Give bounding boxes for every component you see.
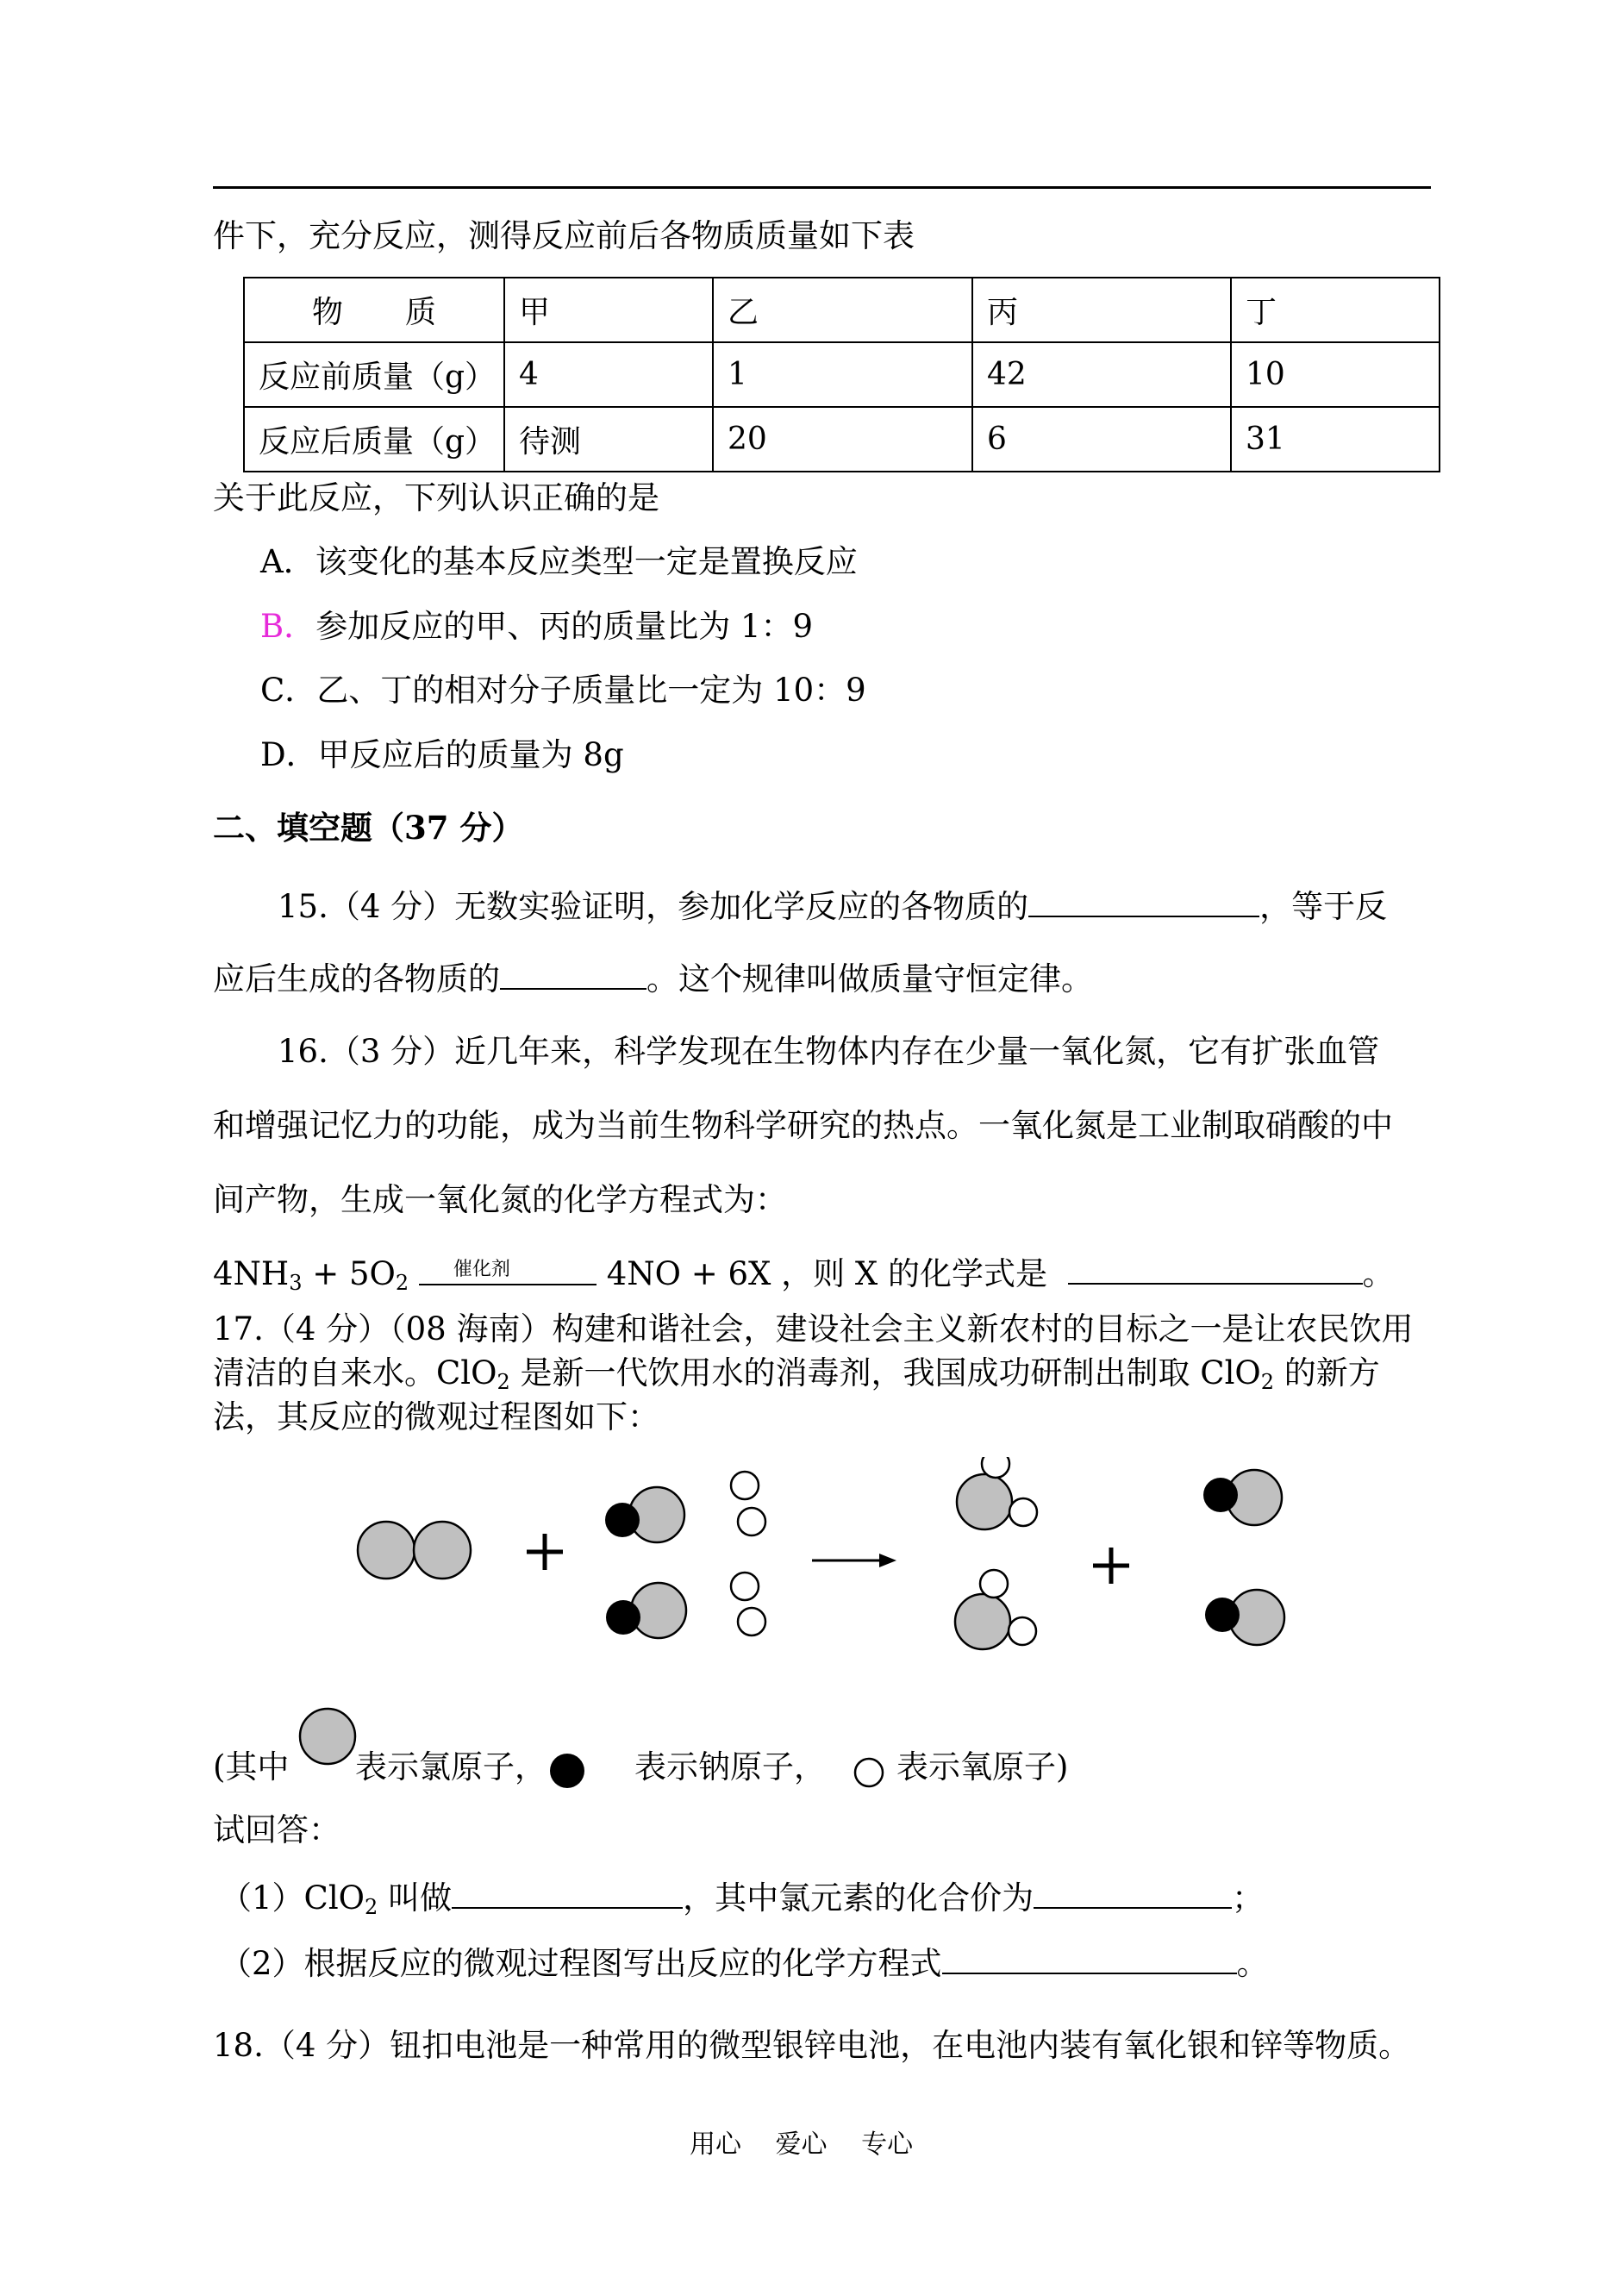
sodium-atom bbox=[1205, 1598, 1240, 1632]
q17-text: ，其中氯元素的化合价为 bbox=[683, 1879, 1034, 1917]
q16-equation bbox=[213, 1254, 1395, 1294]
answer-blank[interactable] bbox=[942, 1943, 1237, 1974]
answer-prompt: 试回答： bbox=[213, 1811, 340, 1848]
table-cell: 乙 bbox=[713, 278, 972, 342]
q16-line3: 间产物，生成一氧化氮的化学方程式为： bbox=[213, 1181, 787, 1218]
q15-line2 bbox=[213, 959, 1093, 998]
chlorine-atom bbox=[631, 1583, 686, 1638]
q14-stem: 关于此反应，下列认识正确的是 bbox=[213, 479, 659, 516]
answer-blank[interactable] bbox=[1068, 1254, 1363, 1285]
table-cell: 42 bbox=[972, 342, 1231, 407]
q17-text: 清洁的自来水。ClO bbox=[213, 1354, 497, 1391]
option-text: 甲反应后的质量为 8g bbox=[317, 736, 624, 773]
equation-text: 。 bbox=[1362, 1255, 1395, 1292]
reaction-diagram bbox=[345, 1457, 1310, 1673]
q15-text: ，等于反 bbox=[1259, 888, 1388, 925]
option-text: 该变化的基本反应类型一定是置换反应 bbox=[315, 543, 858, 580]
option-a bbox=[260, 543, 858, 581]
q16-line2: 和增强记忆力的功能，成为当前生物科学研究的热点。一氧化氮是工业制取硝酸的中 bbox=[213, 1107, 1393, 1144]
table-cell: 丁 bbox=[1231, 278, 1440, 342]
sodium-atom bbox=[605, 1503, 640, 1537]
table-header-row bbox=[244, 278, 1440, 342]
oxygen-atom bbox=[738, 1508, 765, 1535]
legend-chlorine: 表示氯原子， bbox=[355, 1748, 547, 1785]
q17-line1: 17.（4 分）（08 海南）构建和谐社会，建设社会主义新农村的目标之一是让农民饮用 bbox=[213, 1310, 1414, 1348]
oxygen-atom bbox=[731, 1573, 759, 1600]
answer-blank[interactable] bbox=[500, 959, 646, 990]
option-b bbox=[260, 608, 813, 646]
q17-text: （2）根据反应的微观过程图写出反应的化学方程式 bbox=[220, 1945, 942, 1982]
catalyst-label: 催化剂 bbox=[453, 1258, 510, 1280]
oxygen-atom bbox=[982, 1457, 1009, 1478]
table-cell: 丙 bbox=[972, 278, 1231, 342]
oxygen-legend-icon bbox=[852, 1755, 886, 1790]
table-cell: 1 bbox=[713, 342, 972, 407]
sodium-legend-icon bbox=[547, 1750, 588, 1792]
table-row bbox=[244, 342, 1440, 407]
section-title: 二、填空题（37 分） bbox=[213, 809, 524, 847]
legend-sodium: 表示钠原子， bbox=[634, 1748, 826, 1785]
option-letter: D． bbox=[260, 736, 318, 773]
q17-text: 。 bbox=[1236, 1945, 1269, 1982]
q15-text: 15.（4 分）无数实验证明，参加化学反应的各物质的 bbox=[278, 888, 1029, 925]
intro-line: 件下，充分反应，测得反应前后各物质质量如下表 bbox=[213, 217, 915, 254]
option-letter-highlighted: B． bbox=[260, 608, 316, 645]
q15-text: 应后生成的各物质的 bbox=[213, 960, 500, 997]
mass-table bbox=[243, 277, 1440, 472]
chlorine-atom bbox=[957, 1474, 1012, 1529]
answer-blank[interactable] bbox=[1028, 886, 1259, 917]
q17-text: 的新方 bbox=[1274, 1354, 1380, 1391]
sodium-atom bbox=[606, 1600, 640, 1635]
table-cell: 10 bbox=[1231, 342, 1440, 407]
option-text: 参加反应的甲、丙的质量比为 1：9 bbox=[315, 608, 814, 645]
chlorine-atom bbox=[955, 1594, 1010, 1649]
oxygen-atom bbox=[1009, 1498, 1037, 1526]
arrow-head bbox=[879, 1554, 896, 1567]
table-cell: 反应后质量（g） bbox=[244, 407, 504, 472]
equation-text: 4NO + 6X ，则 X 的化学式是 bbox=[606, 1255, 1047, 1292]
q17-sub1 bbox=[220, 1878, 1264, 1917]
header-rule bbox=[213, 186, 1431, 189]
option-letter: A． bbox=[260, 543, 315, 580]
q17-text: （1）ClO bbox=[220, 1879, 365, 1917]
table-cell: 待测 bbox=[504, 407, 713, 472]
chlorine-atom bbox=[358, 1522, 415, 1579]
table-cell: 物 质 bbox=[244, 278, 504, 342]
subscript: 2 bbox=[365, 1895, 378, 1919]
reaction-line bbox=[419, 1284, 597, 1285]
q16-line1: 16.（3 分）近几年来，科学发现在生物体内存在少量一氧化氮，它有扩张血管 bbox=[278, 1033, 1380, 1070]
table-cell: 反应前质量（g） bbox=[244, 342, 504, 407]
chlorine-atom bbox=[414, 1522, 471, 1579]
chlorine-legend-icon bbox=[297, 1705, 359, 1767]
oxygen-atom bbox=[1009, 1617, 1036, 1645]
option-d bbox=[260, 736, 624, 774]
q17-text: 是新一代饮用水的消毒剂，我国成功研制出制取 ClO bbox=[509, 1354, 1261, 1391]
q17-text: ； bbox=[1232, 1879, 1265, 1917]
legend-prefix: (其中 bbox=[213, 1748, 290, 1785]
answer-blank[interactable] bbox=[1034, 1878, 1232, 1909]
subscript: 2 bbox=[497, 1370, 510, 1394]
legend-oxygen: 表示氧原子) bbox=[896, 1748, 1069, 1785]
q17-sub2 bbox=[220, 1943, 1269, 1983]
option-text: 乙、丁的相对分子质量比一定为 10：9 bbox=[316, 672, 866, 709]
sodium-atom bbox=[1203, 1478, 1238, 1512]
oxygen-atom bbox=[738, 1608, 765, 1635]
equation-text: 4NH bbox=[213, 1255, 290, 1292]
oxygen-atom bbox=[731, 1472, 759, 1499]
option-letter: C． bbox=[260, 672, 317, 709]
q15-line1 bbox=[278, 886, 1387, 926]
q15-text: 。这个规律叫做质量守恒定律。 bbox=[646, 960, 1093, 997]
oxygen-atom bbox=[980, 1570, 1008, 1598]
table-cell: 4 bbox=[504, 342, 713, 407]
equation-text: + 5O bbox=[302, 1255, 396, 1292]
subscript: 2 bbox=[1260, 1370, 1275, 1394]
q18-line1: 18.（4 分）钮扣电池是一种常用的微型银锌电池，在电池内装有氧化银和锌等物质。 bbox=[213, 2027, 1411, 2064]
option-c bbox=[260, 672, 866, 710]
catalyst-arrow bbox=[419, 1260, 597, 1294]
table-cell: 31 bbox=[1231, 407, 1440, 472]
table-cell: 甲 bbox=[504, 278, 713, 342]
table-row bbox=[244, 407, 1440, 472]
subscript: 3 bbox=[289, 1271, 303, 1295]
table-cell: 6 bbox=[972, 407, 1231, 472]
subscript: 2 bbox=[395, 1271, 409, 1295]
q17-line3: 法，其反应的微观过程图如下： bbox=[213, 1398, 659, 1435]
q17-text: 叫做 bbox=[378, 1879, 453, 1917]
table-cell: 20 bbox=[713, 407, 972, 472]
q17-line2 bbox=[213, 1354, 1380, 1392]
page-footer: 用心 爱心 专心 bbox=[690, 2129, 914, 2160]
answer-blank[interactable] bbox=[452, 1878, 683, 1909]
